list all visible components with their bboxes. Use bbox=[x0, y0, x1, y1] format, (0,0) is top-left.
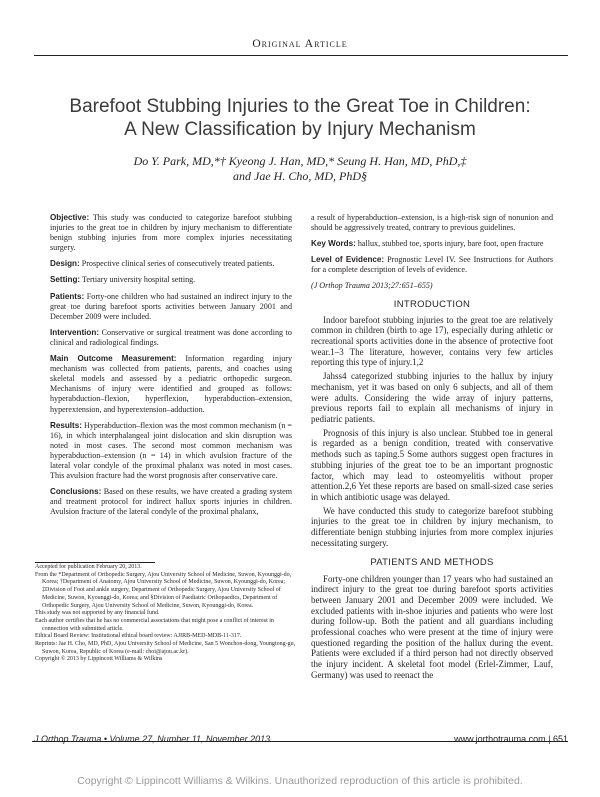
abstract-results: Results: Hyperabduction–flexion was the most common mechanism (n = 16), in which interphalangeal joint dislocation and skin disruption was noted in most cases. The second most common mechanism was hyperabduction–extension (n = 14) in which avulsion fracture of the lateral volar condyle of the proximal phalanx was noted in most cases. This avulsion fracture had the worst prognosis after conservative care. bbox=[50, 420, 292, 481]
copyright-notice: Copyright © Lippincott Williams & Wilkins. Unauthorized reproduction of this article is prohibited. bbox=[77, 775, 523, 787]
abstract-left-column bbox=[50, 213, 292, 523]
intro-paragraph-4: We have conducted this study to categorize barefoot stubbing injuries to the great toe in children by injury mechanism, to differentiate benign stubbing injuries from more complex injuries necessitating surgery. bbox=[311, 505, 553, 548]
authors-line-2: and Jae H. Cho, MD, PhD§ bbox=[233, 169, 367, 183]
abstract-patients: Patients: Forty-one children who had sustained an indirect injury to the great toe during barefoot sports activities between January 2001 and December 2009 were included. bbox=[50, 291, 292, 321]
intro-paragraph-2: Jahss4 categorized stubbing injuries to the hallux by injury mechanism, yet it was based on only 6 subjects, and all of them were adults. Considering the wide array of injury patterns, previous reports fail to explain all mechanisms of injury in pediatric patients. bbox=[311, 371, 553, 424]
article-title bbox=[30, 95, 570, 141]
footnote-affiliations: From the *Department of Orthopedic Surgery, Ajou University School of Medicine, Suwon, Kyounggi-do, Korea; †Department of Anatomy, Ajou University School of Medicine, Suwon, Kyounggi-do, Korea; ‡Division of Foot and ankle surgery, Department of Orthopedic Surgery, Ajou University School of Medicine, Suwon, Kyounggi-do, Korea; and §Division of Paediatric Orthopaedics, Department of Orthopedic Surgery, Ajou University School of Medicine, Suwon, Kyounggi-do, Korea. bbox=[35, 571, 292, 609]
title-line-2: A New Classification by Injury Mechanism bbox=[124, 119, 476, 140]
abstract-evidence: Level of Evidence: Prognostic Level IV. See Instructions for Authors for a complete description of levels of evidence. bbox=[311, 255, 553, 275]
abstract-intervention: Intervention: Conservative or surgical treatment was done according to clinical and radiological findings. bbox=[50, 327, 292, 347]
abstract-conclusions: Conclusions: Based on these results, we have created a grading system and treatment protocol for indirect hallux sports injuries in children. Avulsion fracture of the lateral condyle of the proximal phalanx, bbox=[50, 487, 292, 517]
abstract-setting: Setting: Tertiary university hospital setting. bbox=[50, 275, 196, 285]
abstract-keywords: Key Words: hallux, stubbed toe, sports injury, bare foot, open fracture bbox=[311, 239, 544, 249]
footnote-copyright: Copyright © 2013 by Lippincott Williams & Wilkins bbox=[35, 656, 163, 663]
footnote-accepted: Accepted for publication February 20, 2013. bbox=[35, 564, 142, 570]
footnote-funding: This study was not supported by any financial fund. bbox=[35, 610, 160, 617]
journal-footer: J Orthop Trauma • Volume 27, Number 11, November 2013 bbox=[34, 734, 271, 744]
footnote-conflict: Each author certifies that he has no commercial associations that might pose a conflict of interest in connection with submitted article. bbox=[35, 617, 274, 632]
footer-divider bbox=[32, 741, 568, 742]
citation: (J Orthop Trauma 2013;27:651–655) bbox=[311, 281, 433, 291]
abstract-objective: Objective: This study was conducted to categorize barefoot stubbing injuries to the great toe in children by injury mechanism to differentiate benign stubbing injuries from more complex injuries necessitating surgery. bbox=[50, 213, 292, 253]
footnote-reprints: Reprints: Jae H. Cho, MD, PhD, Ajou University School of Medicine, San 5 Wonchon-dong, Youngtong-gu, Suwon, Korea, Republic of Korea (e-mail: choi@ajou.ac.kr). bbox=[35, 641, 296, 655]
intro-paragraph-3: Prognosis of this injury is also unclear. Stubbed toe in general is regarded as a benign condition, treated with conservative methods such as taping.5 Some authors suggest open fractures in stubbing injuries of the great toe to be an important prognostic factor, which may lead to osteomyelitis without proper attention.2,6 Yet these reports are based on small-sized case series in which antibiotic usage was delayed. bbox=[311, 427, 553, 502]
journal-website-page: www.jorthotrauma.com | 651 bbox=[454, 734, 568, 744]
abstract-outcome: Main Outcome Measurement: Information regarding injury mechanism was collected from patients, parents, and coaches using skeletal models and assessed by a pediatric orthopedic surgeon. Mechanisms of injury were identified and grouped as follows: hyperabduction–flexion, hyperflexion, hyperabduction–extension, hyperextension, and hyperextension–adduction. bbox=[50, 354, 292, 414]
title-line-1: Barefoot Stubbing Injuries to the Great Toe in Children: bbox=[69, 96, 531, 117]
footnotes bbox=[35, 564, 297, 664]
intro-paragraph-1: Indoor barefoot stubbing injuries to the great toe are relatively common in children (birth to age 17), especially during athletic or recreational sports activities done in the absence of protective foot wear.1–3 The literature, however, contains very few articles reporting this type of injury.1,2 bbox=[311, 314, 553, 368]
right-column bbox=[311, 213, 553, 684]
section-label: Original Article bbox=[252, 38, 348, 50]
header-divider bbox=[34, 55, 568, 56]
footnote-ethics: Ethical Board Review: Institutional ethical board review: AJIRB-MED-MDB-11-317. bbox=[35, 633, 242, 640]
authors-line-1: Do Y. Park, MD,*† Kyeong J. Han, MD,* Seung H. Han, MD, PhD,‡ bbox=[133, 154, 467, 168]
methods-paragraph-1: Forty-one children younger than 17 years who had sustained an indirect injury to the great toe during barefoot sports activities between January 2001 and December 2009 were included. We excluded patients with in-shoe injuries and patients who were lost during follow-up. Both the patient and all guardians including professional coaches who were present at the time of injury were questioned regarding the position of the hallux during the event. Patients were excluded if a third person had not directly observed the injury incident. A skeletal foot model (Erlel-Zimmer, Lauf, Germany) was used to reenact the bbox=[311, 573, 553, 680]
author-list bbox=[40, 154, 560, 184]
abstract-conclusions-continued: a result of hyperabduction–extension, is a high-risk sign of nonunion and should be aggressively treated, contrary to previous guidelines. bbox=[311, 213, 553, 233]
methods-heading: PATIENTS AND METHODS bbox=[370, 557, 494, 569]
abstract-design: Design: Prospective clinical series of consecutively treated patients. bbox=[50, 259, 275, 269]
footnote-divider bbox=[35, 562, 155, 563]
introduction-heading: INTRODUCTION bbox=[393, 298, 471, 310]
